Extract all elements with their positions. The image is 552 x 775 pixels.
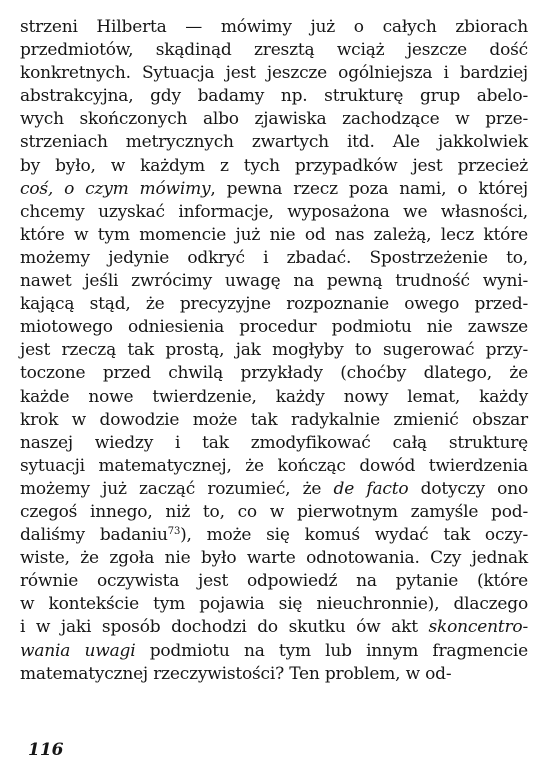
text-line [20,386,528,409]
text-segment: możemy jedynie odkryć i zbadać. Spostrzeżenie to, [20,247,528,268]
text-segment: czegoś innego, niż to, co w pierwotnym zamyśle pod- [20,501,528,522]
italic-text: skoncentro- [428,617,528,638]
text-line [20,131,528,154]
text-segment: strzeniach metrycznych zwartych itd. Ale jakkolwiek [20,132,528,153]
text-segment: dotyczy ono [408,478,528,499]
text-line [20,155,528,178]
text-line [20,362,528,385]
text-segment: kającą stąd, że precyzyjne rozpoznanie owego przed- [20,294,528,315]
text-segment: wych skończonych albo zjawiska zachodzące w prze- [20,109,528,130]
text-segment: w kontekście tym pojawia się nieuchronnie), dlaczego [20,594,528,615]
text-line [20,62,528,85]
text-line [20,178,528,201]
text-segment: strzeni Hilberta — mówimy już o całych zbiorach [20,17,528,37]
text-segment: ), może się komuś wydać tak oczy- [180,525,528,546]
text-segment: podmiotu na tym lub innym fragmencie [135,640,528,661]
text-segment: jest rzeczą tak prostą, jak mogłyby to sugerować przy- [20,340,528,361]
italic-text: wania uwagi [20,640,136,661]
text-line [20,455,528,478]
text-line [20,108,528,131]
text-segment: , pewna rzecz poza nami, o której [210,178,528,199]
text-segment: sytuacji matematycznej, że kończąc dowód twierdzenia [20,455,528,476]
text-segment: chcemy uzyskać informacje, wyposażona we własności, [20,201,528,222]
text-line [20,432,528,455]
text-segment: krok w dowodzie może tak radykalnie zmienić obszar [20,409,528,430]
italic-text: coś, o czym mówimy [20,178,211,199]
text-segment: konkretnych. Sytuacja jest jeszcze ogólniejsza i bardziej [20,63,528,84]
text-line [20,478,528,501]
italic-text: de facto [333,478,409,499]
text-line [20,316,528,339]
text-segment: daliśmy badaniu [20,525,168,546]
text-segment: matematycznej rzeczywistości? Ten problem, w od- [20,663,452,684]
text-segment: toczone przed chwilą przykłady (choćby dlatego, że [20,363,528,384]
text-line [20,270,528,293]
body-text [20,16,528,686]
text-line [20,85,528,108]
text-segment: abstrakcyjna, gdy badamy np. strukturę grup abelo- [20,86,528,107]
text-line [20,293,528,316]
text-line [20,663,528,686]
text-segment: które w tym momencie już nie od nas zależą, lecz które [20,224,528,245]
text-segment: przedmiotów, skądinąd zresztą wciąż jeszcze dość [20,40,528,61]
text-line [20,524,528,547]
text-segment: naszej wiedzy i tak zmodyfikować całą strukturę [20,432,528,453]
text-line [20,593,528,616]
text-line [20,640,528,663]
text-line [20,247,528,270]
text-segment: nawet jeśli zwrócimy uwagę na pewną trudność wyni- [20,271,528,292]
text-line [20,224,528,247]
text-line [20,409,528,432]
text-line [20,501,528,524]
text-segment: możemy już zacząć rozumieć, że [20,478,334,499]
text-segment: równie oczywista jest odpowiedź na pytanie (które [20,571,528,592]
text-segment: miotowego odniesienia procedur podmiotu nie zawsze [20,317,528,338]
footnote-ref: 73 [167,526,181,538]
text-segment: wiste, że zgoła nie było warte odnotowania. Czy jednak [20,548,528,569]
text-segment: każde nowe twierdzenie, każdy nowy lemat, każdy [20,386,528,407]
text-line [20,39,528,62]
text-segment: i w jaki sposób dochodzi do skutku ów akt [20,617,429,638]
text-segment: by było, w każdym z tych przypadków jest przecież [20,155,528,176]
text-line [20,16,528,39]
page-number: 116 [28,740,64,760]
text-line [20,570,528,593]
text-line [20,339,528,362]
text-line [20,616,528,639]
text-line [20,201,528,224]
text-line [20,547,528,570]
